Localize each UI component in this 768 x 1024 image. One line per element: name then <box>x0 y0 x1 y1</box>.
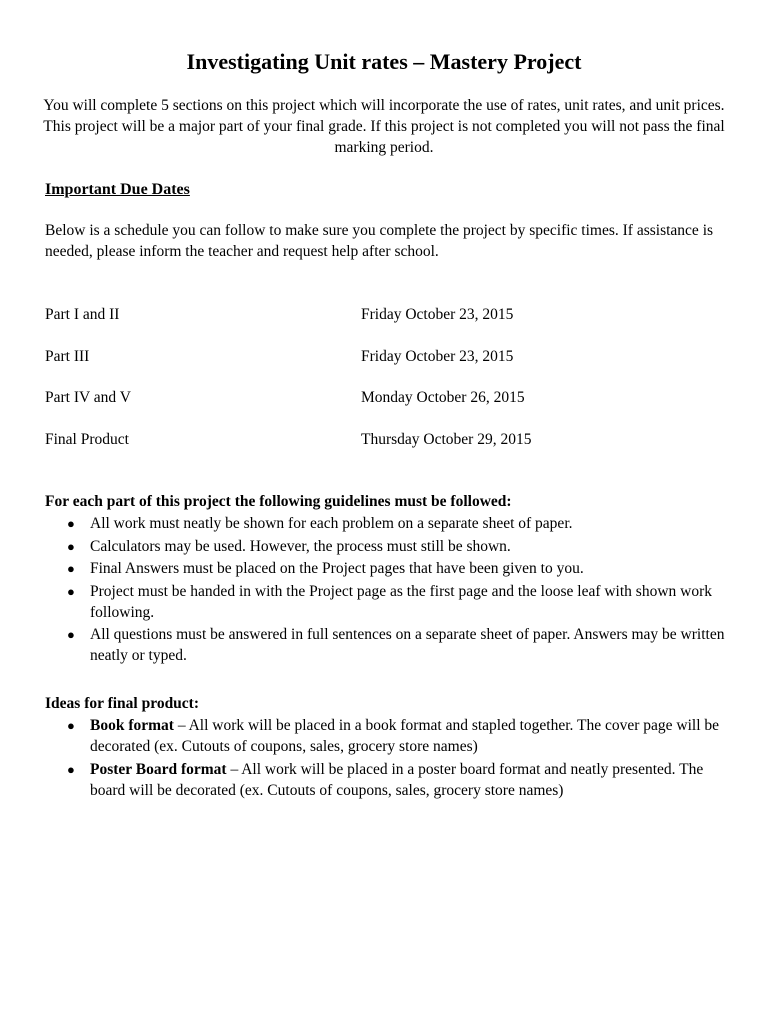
guidelines-list <box>45 513 725 668</box>
schedule-part: Part III <box>45 347 90 365</box>
page-title: Investigating Unit rates – Mastery Project <box>186 49 582 74</box>
idea-text: – All work will be placed in a poster board format and neatly presented. The board will be decorated (ex. Cutouts of coupons, sales, grocery store names) <box>90 760 704 799</box>
bullet-icon: ● <box>67 583 75 599</box>
guideline-item <box>45 536 725 557</box>
schedule-date: Thursday October 29, 2015 <box>361 430 532 448</box>
schedule-description: Below is a schedule you can follow to make sure you complete the project by specific times. If assistance is needed, please inform the teacher and request help after school. <box>45 222 714 260</box>
idea-label: Book format <box>90 717 174 734</box>
guideline-item <box>45 513 725 534</box>
guidelines-heading: For each part of this project the following guidelines must be followed: <box>45 493 512 510</box>
schedule-row <box>45 387 725 429</box>
idea-label: Poster Board format <box>90 760 227 778</box>
bullet-icon: ● <box>67 516 75 531</box>
idea-item <box>45 715 725 757</box>
schedule-row <box>45 304 725 346</box>
ideas-list <box>45 715 725 802</box>
schedule-part: Final Product <box>45 430 129 448</box>
idea-item <box>45 759 725 801</box>
schedule-row <box>45 346 725 388</box>
due-dates-schedule <box>45 304 725 470</box>
ideas-heading: Ideas for final product: <box>45 695 200 712</box>
guideline-item <box>45 558 725 579</box>
bullet-icon: ● <box>67 561 75 576</box>
guideline-item <box>45 624 725 666</box>
guideline-text: All work must neatly be shown for each problem on a separate sheet of paper. <box>90 515 573 532</box>
guideline-text: Calculators may be used. However, the process must still be shown. <box>90 537 511 555</box>
idea-text: – All work will be placed in a book format and stapled together. The cover page will be decorated (ex. Cutouts of coupons, sales, grocery store names) <box>90 717 720 755</box>
intro-paragraph: You will complete 5 sections on this project which will incorporate the use of rates, unit rates, and unit prices. This project will be a major part of your final grade. If this project is not completed you will not pass the final marking period. <box>43 97 725 156</box>
guideline-text: Project must be handed in with the Project page as the first page and the loose leaf with shown work following. <box>90 582 712 621</box>
guideline-text: All questions must be answered in full sentences on a separate sheet of paper. Answers may be written neatly or typed. <box>90 626 725 664</box>
bullet-icon: ● <box>67 627 75 642</box>
guideline-text: Final Answers must be placed on the Project pages that have been given to you. <box>90 560 584 577</box>
schedule-part: Part I and II <box>45 306 120 323</box>
guideline-item <box>45 581 725 623</box>
schedule-date: Monday October 26, 2015 <box>361 389 525 406</box>
due-dates-heading: Important Due Dates <box>45 181 190 198</box>
bullet-icon: ● <box>67 538 75 554</box>
schedule-row <box>45 429 725 471</box>
schedule-part: Part IV and V <box>45 389 131 406</box>
bullet-icon: ● <box>67 718 75 733</box>
schedule-date: Friday October 23, 2015 <box>361 306 514 323</box>
bullet-icon: ● <box>67 761 75 777</box>
schedule-date: Friday October 23, 2015 <box>361 347 514 365</box>
